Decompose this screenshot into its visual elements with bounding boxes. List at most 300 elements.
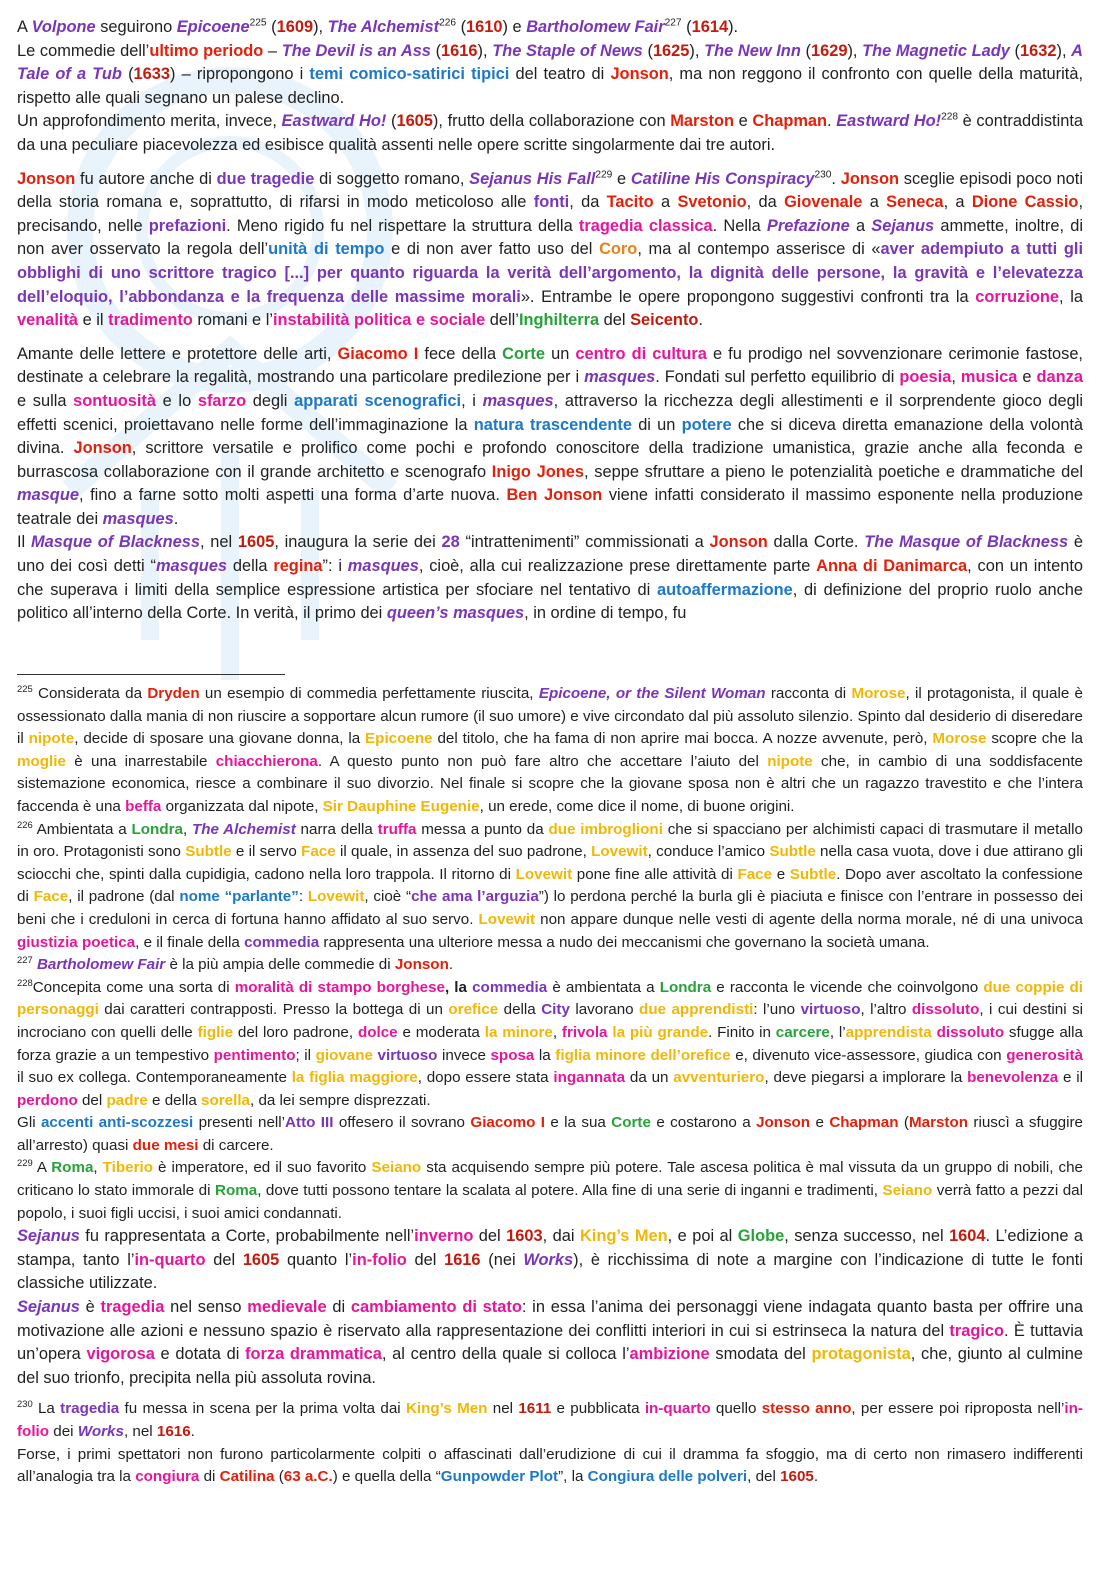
text: e	[733, 112, 753, 131]
title-epicoene: Epicoene	[176, 18, 250, 36]
text: è uno dei così detti “	[17, 533, 1083, 576]
title: Epicoene, or the Silent Woman	[538, 685, 766, 702]
year: 1616	[444, 1250, 481, 1269]
text: dell’	[485, 311, 519, 330]
title-new-inn: The New Inn	[704, 41, 801, 60]
text: .	[698, 311, 703, 330]
text: –	[263, 41, 282, 60]
text: ) e	[502, 18, 527, 36]
keyword: stesso anno	[761, 1400, 852, 1418]
keyword: dolce	[357, 1023, 398, 1041]
character: Lovewit	[591, 843, 648, 861]
keyword: tragedia	[60, 1400, 120, 1418]
footnote-229-performance	[17, 1225, 1083, 1296]
character: avventuriero	[673, 1069, 765, 1087]
text: ),	[313, 18, 328, 36]
text: da un	[625, 1069, 674, 1087]
name: Dryden	[147, 685, 200, 702]
text: , dopo essere stata	[417, 1069, 554, 1087]
text: non appare dunque nelle vesti di agente della norma morale, né di una univoca	[535, 910, 1083, 928]
text: fu autore anche di	[75, 169, 217, 188]
keyword: unità di tempo	[268, 240, 385, 259]
place: carcere	[775, 1023, 830, 1041]
text: Amante delle lettere e protettore delle arti,	[17, 344, 338, 363]
footnote-ref-227[interactable]: 227	[664, 17, 682, 29]
text: invece	[437, 1046, 491, 1064]
year: 1629	[810, 41, 848, 60]
title-sejanus: Sejanus His Fall	[469, 169, 596, 188]
text: , che, giunto al culmine del suo trionfo, precipita nella più assoluta rovina.	[17, 1345, 1083, 1387]
name-inigo-jones: Inigo Jones	[491, 462, 585, 481]
text: , inaugura la serie dei	[274, 533, 442, 552]
text: la	[534, 1046, 556, 1064]
title-bartholomew-fair: Bartholomew Fair	[526, 18, 665, 36]
text: a	[849, 216, 872, 235]
place: Roma	[51, 1159, 94, 1177]
character: Morose	[932, 730, 987, 748]
text: . Fondati sul perfetto equilibrio di	[655, 368, 900, 387]
keyword: frivola	[561, 1023, 608, 1041]
paragraph-late-comedies	[17, 40, 1083, 111]
keyword: temi comico-satirici tipici	[309, 65, 510, 84]
text: , deve piegarsi a implorare la	[764, 1069, 968, 1087]
title-volpone: Volpone	[31, 18, 96, 36]
keyword: congiura	[135, 1468, 200, 1486]
footnote-ref-230[interactable]: 230	[814, 169, 832, 181]
keyword: apparati scenografici	[294, 391, 462, 410]
title-eastward-ho: Eastward Ho!	[281, 112, 387, 131]
text: ». Entrambe le opere propongono suggestivi confronti tra la	[520, 287, 976, 306]
text: e della	[147, 1091, 202, 1109]
character: la minore	[484, 1023, 553, 1041]
name-ben-jonson: Ben Jonson	[506, 486, 603, 505]
keyword: cambiamento di stato	[350, 1298, 522, 1317]
text: romani e l’	[192, 311, 273, 330]
text: (	[266, 18, 277, 36]
character: padre	[106, 1091, 148, 1109]
text: ,	[93, 1159, 103, 1177]
text: , attraverso la ricchezza degli allestimenti e il sorprendente gioco degli effetti scenici, proiettavano nelle forme dell’immaginazione la	[17, 391, 1084, 434]
keyword: medievale	[247, 1298, 327, 1317]
text: .	[190, 1423, 195, 1440]
keyword: ingannata	[553, 1069, 626, 1087]
text: e	[810, 1114, 830, 1132]
footnote-229	[17, 1157, 1083, 1225]
text: presenti nell’	[193, 1114, 286, 1132]
text: dalla Corte.	[767, 533, 865, 552]
text: (	[898, 1114, 909, 1132]
text: e moderata	[397, 1023, 485, 1041]
character: due apprendisti	[639, 1001, 754, 1019]
keyword: tragedia	[100, 1298, 165, 1317]
year: 63 a.C.	[283, 1468, 333, 1486]
keyword: truffa	[377, 820, 417, 838]
text: .	[813, 1468, 819, 1486]
character: moglie	[17, 752, 66, 770]
footnote-separator	[17, 674, 285, 675]
character: Face	[737, 865, 773, 883]
text: , ma non reggono il confronto con quelle della maturità, rispetto alle quali segnano un palese declino.	[17, 65, 1083, 107]
text: ),	[689, 41, 705, 60]
text: (	[274, 1468, 284, 1486]
text: è imperatore, ed il suo favorito	[153, 1159, 372, 1177]
keyword: chiacchierona	[215, 752, 318, 770]
text: il quale, in assenza del suo padrone,	[335, 843, 592, 861]
text: del titolo, che ha fama di non aprire mai bocca. A nozze avvenute, però,	[432, 730, 933, 748]
character: Sir Dauphine Eugenie	[322, 797, 480, 815]
year: 1614	[691, 18, 729, 36]
text: offesero il sovrano	[333, 1114, 471, 1132]
keyword: che ama l’arguzia	[411, 888, 539, 906]
text: (nei	[480, 1250, 524, 1269]
footnote-number: 227	[17, 954, 33, 966]
footnote-ref-228[interactable]: 228	[941, 111, 959, 123]
text: , l’	[829, 1023, 846, 1041]
keyword: Coro	[599, 240, 638, 259]
keyword-masques: masques	[482, 391, 554, 410]
place: Inghilterra	[518, 311, 600, 330]
keyword: danza	[1036, 368, 1083, 387]
footnote-225	[17, 683, 1083, 819]
name: Dione Cassio	[971, 193, 1079, 212]
title: Works	[77, 1423, 124, 1440]
footnote-number: 228	[17, 976, 33, 988]
title: Works	[523, 1250, 574, 1269]
keyword: tradimento	[108, 311, 193, 330]
keyword: prefazioni	[148, 216, 227, 235]
keyword: dissoluto	[936, 1023, 1005, 1041]
text: Il	[17, 533, 31, 552]
text: a	[862, 193, 887, 212]
text: , al centro della quale si colloca l’	[381, 1345, 630, 1364]
text: , cioè, alla cui realizzazione prese direttamente parte	[418, 557, 817, 576]
text: degli	[246, 391, 295, 410]
title-alchemist: The Alchemist	[327, 18, 440, 36]
text: ), è ricchissima di note a margine con l’indicazione di tutte le fonti classiche utilizzate.	[17, 1250, 1083, 1293]
text: messa a punto da	[416, 820, 549, 838]
text: verrà fatto a pezzi dal popolo, i suoi figli uccisi, i suoi amici condannati.	[17, 1182, 1083, 1222]
text: , scrittore versatile e prolifico come pochi e profondo conoscitore della tradizione umanistica, grazie anche alla feconda e burrascosa collaborazione con il grande architetto e scenografo	[17, 439, 1083, 481]
place: Globe	[737, 1227, 785, 1246]
text: , di definizione del proprio ruolo anche politico all’interno della Corte. In verità, il primo dei	[17, 580, 1083, 623]
character: Morose	[851, 685, 906, 702]
character: Subtle	[185, 843, 232, 861]
character: Tiberio	[102, 1159, 154, 1177]
name-chapman: Chapman	[752, 112, 828, 131]
text: (	[642, 41, 653, 60]
text: , in ordine di tempo, fu	[524, 604, 687, 623]
character: nipote	[28, 730, 75, 748]
name: Giovenale	[784, 193, 863, 212]
text: pone fine alle attività di	[572, 865, 738, 883]
text: e di non aver fatto uso del	[384, 240, 600, 259]
keyword-masques: masques	[584, 368, 656, 387]
text: Un approfondimento merita, invece,	[17, 112, 282, 131]
text: , ma al contempo asserisce di «	[637, 240, 881, 259]
number: 28	[441, 533, 460, 552]
text: (	[1009, 41, 1021, 60]
text: che si spacciano per alchimisti capaci di trasmutare il metallo in oro. Protagonisti sono	[17, 820, 1083, 861]
text: , dai	[542, 1227, 580, 1246]
character: Subtle	[789, 865, 837, 883]
text: ammette, inoltre, di non aver osservato la regola dell’	[17, 216, 1083, 259]
name-jonson: Jonson	[17, 169, 76, 188]
text: rappresenta una ulteriore messa a nudo dei meccanismi che governano la società umana.	[319, 933, 930, 951]
quotation: aver adempiuto a tutti gli obblighi di uno scrittore tragico [...] per quanto riguarda la verità dell’argomento, la dignità delle persone, la gravità e l’elevatezza dell’eloquio, l’abbondanza e la frequenza delle massime morali	[17, 240, 1083, 306]
keyword: accenti anti-scozzesi	[40, 1114, 194, 1132]
title: The Alchemist	[191, 820, 296, 838]
keyword: pentimento	[213, 1046, 296, 1064]
year: 1605	[242, 1250, 280, 1269]
keyword: due mesi	[132, 1136, 199, 1154]
keyword: forza drammatica	[245, 1345, 382, 1364]
name: Tacito	[606, 193, 654, 212]
text: ,	[951, 368, 961, 387]
text: ),	[847, 41, 863, 60]
text: , i	[461, 391, 483, 410]
text: ).	[728, 18, 739, 36]
keyword: sfarzo	[197, 391, 247, 410]
keyword: regina	[273, 557, 323, 576]
keyword: ambizione	[629, 1345, 710, 1364]
keyword: tragico	[949, 1321, 1005, 1340]
text: del	[473, 1227, 507, 1246]
text: e pubblicata	[551, 1400, 645, 1418]
keyword: Gunpowder Plot	[440, 1468, 559, 1486]
text: e il servo	[231, 843, 302, 861]
character: nipote	[767, 752, 813, 770]
text: . Nella	[712, 216, 767, 235]
text: , del	[747, 1468, 781, 1486]
text: , cioè “	[364, 888, 412, 906]
title-masque-of-blackness: The Masque of Blackness	[864, 533, 1069, 552]
character: Lovewit	[515, 865, 573, 883]
keyword-queens-masques: queen’s masques	[386, 604, 525, 623]
text: nella casa vuota, dove i due attirano gli sciocchi che, spinti dalla cupidigia, cadono nella loro trappola. Il ritorno di	[17, 843, 1083, 883]
text: . Dopo aver ascoltato la confessione di	[17, 865, 1083, 906]
text: racconta di	[765, 685, 852, 702]
text: del	[77, 1091, 107, 1109]
text: smodata del	[709, 1345, 812, 1364]
text: Concepita come una sorta di	[32, 978, 235, 996]
character: Seiano	[371, 1159, 422, 1177]
footnote-230	[17, 1398, 1083, 1443]
character: Subtle	[769, 843, 816, 861]
footnote-ref-226[interactable]: 226	[439, 17, 457, 29]
text: della	[498, 1001, 542, 1019]
text: lavorano	[569, 1001, 640, 1019]
text: . Meno rigido fu nel rispettare la struttura della	[226, 216, 579, 235]
text: Gli	[17, 1114, 41, 1132]
name-marston: Marston	[670, 112, 734, 131]
text: . L’edizione a stampa, tanto l’	[17, 1227, 1084, 1269]
text: viene infatti considerato il massimo esponente nella produzione teatrale dei	[17, 486, 1083, 528]
text: è contraddistinta da una peculiare piacevolezza ed esibisce qualità assenti nelle opere scritte singolarmente dai tre autori.	[17, 112, 1084, 154]
name: Giacomo I	[470, 1114, 545, 1132]
keyword: musica	[960, 368, 1018, 387]
text: nel	[487, 1400, 519, 1418]
text: . A questo punto non può fare altro che accettare l’aiuto del	[317, 752, 768, 770]
year: 1611	[518, 1400, 552, 1418]
text: , dove tutti possono tentare la scalata al potere. Alla fine di una serie di inganni e tradimenti,	[257, 1182, 883, 1200]
text: ,	[182, 820, 192, 838]
text: fece della	[418, 344, 503, 363]
keyword: giustizia poetica	[17, 933, 136, 951]
keyword: in-folio	[352, 1250, 407, 1269]
text: , la	[444, 978, 473, 996]
year: 1610	[466, 18, 503, 36]
text: e il	[78, 311, 109, 330]
title-staple-of-news: The Staple of News	[492, 41, 643, 60]
text: riuscì a sfuggire all’arresto) quasi	[17, 1114, 1083, 1154]
name-jonson: Jonson	[73, 439, 132, 458]
keyword: centro di cultura	[575, 344, 707, 363]
text: del	[406, 1250, 445, 1269]
company: King’s Men	[579, 1227, 668, 1246]
text: ),	[477, 41, 493, 60]
keyword-masques: masques	[102, 509, 174, 528]
footnote-227	[17, 954, 1083, 977]
text: Considerata da	[32, 685, 148, 702]
text: sfugge alla forza grazie a un tempestivo	[17, 1023, 1083, 1064]
character: Epicoene	[365, 730, 433, 748]
character: giovane	[315, 1046, 373, 1064]
text: organizzata dal nipote,	[161, 797, 323, 815]
keyword-masques: masques	[347, 557, 419, 576]
keyword: virtuoso	[377, 1046, 438, 1064]
text: Forse, i primi spettatori non furono particolarmente colpiti o affascinati dall’erudizione di cui il dramma fa sfoggio, ma di certo non rimasero indifferenti all’analogia tra la	[17, 1445, 1083, 1486]
keyword: Corte	[502, 344, 545, 363]
text: e costarono a	[650, 1114, 757, 1132]
year: 1603	[506, 1227, 543, 1246]
paragraph-eastward-ho	[17, 110, 1083, 157]
character: la più grande	[612, 1023, 709, 1041]
text: ), frutto della collaborazione con	[432, 112, 671, 131]
text: ”) lo perdona perché la burla gli è piaciuta e finisce con l’entrare in possesso dei beni che i creduloni in cerca di fortuna hanno affidato al suo servo.	[17, 888, 1083, 928]
keyword: dissoluto	[911, 1001, 980, 1019]
keyword: Atto III	[285, 1114, 334, 1132]
footnote-ref-229[interactable]: 229	[595, 169, 613, 181]
text: e la sua	[544, 1114, 612, 1132]
text: A	[32, 1159, 52, 1177]
keyword: in-folio	[17, 1400, 1083, 1440]
year: 1632	[1020, 41, 1057, 60]
text: e sulla	[17, 391, 74, 410]
text: di soggetto romano,	[314, 169, 470, 188]
keyword: sposa	[490, 1046, 535, 1064]
text: , il protagonista, il quale è ossessionato dalla mania di non riuscire a sopportare alcun rumore (il suo umore) e vive circondato dal più assoluto silenzio. Spinto dal desiderio di diseredare il	[17, 685, 1083, 748]
title-devil-is-an-ass: The Devil is an Ass	[281, 41, 431, 60]
text: . Finito in	[708, 1023, 776, 1041]
title: Bartholomew Fair	[36, 956, 166, 974]
name: Catilina	[219, 1468, 275, 1486]
text: A	[17, 18, 32, 36]
text: , da lei sempre disprezzati.	[250, 1091, 431, 1109]
title-eastward-ho: Eastward Ho!	[836, 112, 942, 131]
keyword: perdono	[17, 1091, 78, 1109]
text: (	[456, 18, 467, 36]
text: e racconta le vicende che coinvolgono	[711, 978, 984, 996]
place: Londra	[659, 978, 712, 996]
paragraph-comedies	[17, 16, 1083, 40]
title: Sejanus	[17, 1298, 80, 1317]
text: è	[79, 1298, 101, 1317]
place: Roma	[214, 1182, 258, 1200]
keyword: inverno	[414, 1227, 474, 1246]
text: ) e quella della “	[332, 1468, 441, 1486]
name-marston: Marston	[908, 1114, 969, 1132]
footnote-ref-225[interactable]: 225	[249, 17, 267, 29]
footnote-228	[17, 977, 1083, 1113]
character: due imbroglioni	[548, 820, 663, 838]
place: Londra	[131, 820, 183, 838]
text: ; il	[295, 1046, 316, 1064]
title-catiline: Catiline His Conspiracy	[630, 169, 815, 188]
text: (	[121, 65, 134, 84]
year: 1633	[133, 65, 171, 84]
character: orefice	[448, 1001, 499, 1019]
footnote-228-continued	[17, 1112, 1083, 1157]
text: ) – ripropongono i	[170, 65, 310, 84]
text: è una inarrestabile	[65, 752, 216, 770]
character: Lovewit	[478, 910, 536, 928]
text: , con un intento che superava i limiti della semplice espressione artistica per sfociare nel tentativo di	[17, 557, 1084, 599]
text: della	[227, 557, 274, 576]
text: :	[298, 888, 308, 906]
text: e fu prodigo nel sovvenzionare cerimonie fastose, destinate a celebrare la regalità, mostrando una particolare predilezione per i	[17, 344, 1083, 387]
year: 1605	[780, 1468, 814, 1486]
text: , il padrone (dal	[68, 888, 180, 906]
text: e il	[1058, 1069, 1083, 1087]
text: , i cui destini si incrociano con quelli delle	[17, 1001, 1084, 1041]
text: , un erede, come dice il nome, di buone origini.	[479, 797, 795, 815]
character: Lovewit	[307, 888, 365, 906]
footnote-number: 230	[17, 1398, 33, 1410]
footnote-229-analysis	[17, 1296, 1083, 1390]
title-masque-of-blackness: Masque of Blackness	[30, 533, 200, 552]
text: .	[173, 509, 179, 528]
text: , a	[943, 193, 972, 212]
text: , fino a farne sotto molti aspetti una forma d’arte nuova.	[78, 486, 507, 505]
paragraph-masques	[17, 343, 1083, 532]
text: , la	[1059, 287, 1083, 306]
footnote-number: 229	[17, 1157, 33, 1169]
character: figlia minore dell’orefice	[555, 1046, 731, 1064]
keyword: Congiura delle polveri	[587, 1468, 748, 1486]
footnote-230-continued	[17, 1444, 1083, 1489]
text: , e poi al	[667, 1227, 738, 1246]
text: narra della	[295, 820, 378, 838]
text: , decide di sposare una giovane donna, la	[74, 730, 366, 748]
character: figlie	[197, 1023, 234, 1041]
text: ),	[1056, 41, 1072, 60]
text: quanto l’	[279, 1250, 353, 1269]
text: è la più ampia delle commedie di	[165, 956, 395, 974]
text: nel senso	[164, 1298, 248, 1317]
keyword: moralità di stampo borghese	[234, 978, 445, 996]
text: (	[430, 41, 442, 60]
paragraph-blackness	[17, 531, 1083, 625]
name-jonson: Jonson	[610, 65, 669, 84]
year: 1625	[652, 41, 690, 60]
keyword-masque: masque	[17, 486, 79, 505]
keyword: nome “parlante”	[179, 888, 299, 906]
keyword: autoaffermazione	[657, 580, 793, 599]
text: un	[544, 344, 576, 363]
text: , per essere poi riproposta nell’	[851, 1400, 1065, 1418]
footnote-number: 226	[17, 818, 33, 830]
keyword: commedia	[244, 933, 320, 951]
